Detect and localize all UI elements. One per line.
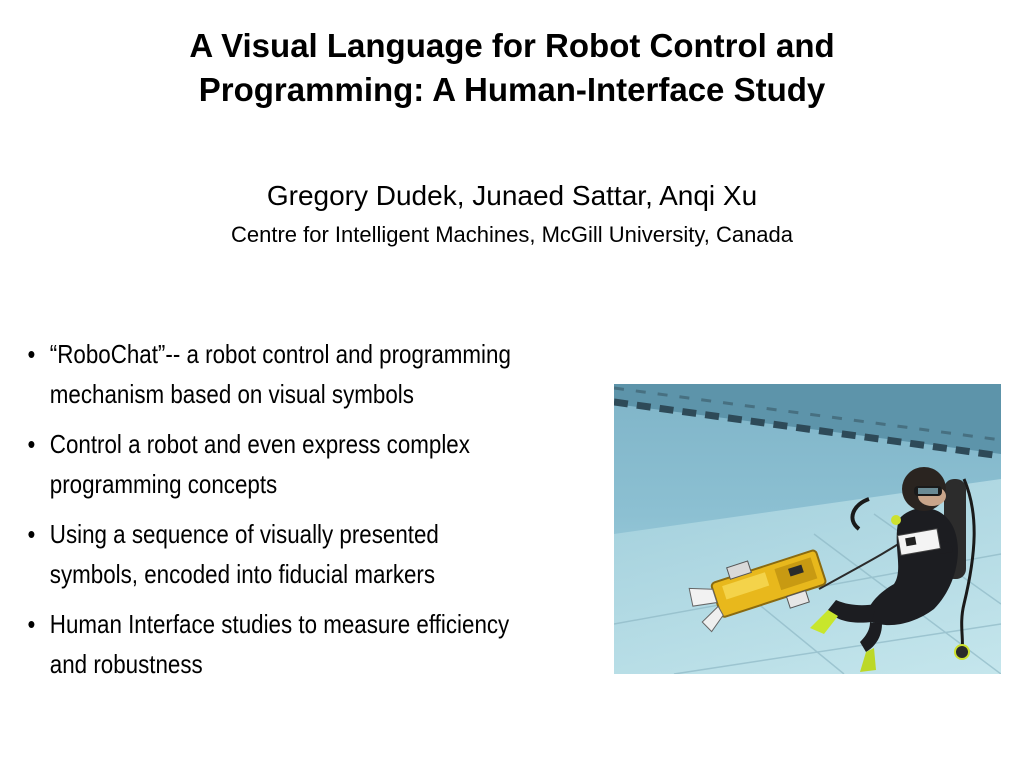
affiliation-line: Centre for Intelligent Machines, McGill University, Canada: [230, 222, 794, 247]
bullet-item: [24, 424, 652, 504]
bullet-item: [24, 334, 652, 414]
bullet-item: [24, 514, 652, 594]
bullet-text-line-1: Using a sequence of visually presented: [49, 519, 439, 549]
underwater-robot-photo: [614, 384, 1001, 674]
bullet-list: [24, 334, 549, 694]
bullet-text-line-1: “RoboChat”-- a robot control and programming: [49, 339, 511, 369]
bullet-item: [24, 604, 652, 684]
bullet-text-line-2: programming concepts: [49, 469, 278, 499]
slide-title-line-1: A Visual Language for Robot Control and: [189, 27, 835, 64]
authors-line: Gregory Dudek, Junaed Sattar, Anqi Xu: [266, 180, 758, 211]
slide-title-line-2: Programming: A Human-Interface Study: [198, 71, 826, 108]
underwater-scene-illustration: [614, 384, 1001, 674]
bullet-text-line-1: Control a robot and even express complex: [49, 429, 470, 459]
bullet-text-line-2: symbols, encoded into fiducial markers: [49, 559, 436, 589]
bullet-text-line-2: mechanism based on visual symbols: [49, 379, 414, 409]
slide-title: [0, 24, 1024, 112]
bullet-text-line-1: Human Interface studies to measure efficiency: [49, 609, 510, 639]
bullet-text-line-2: and robustness: [49, 649, 203, 679]
